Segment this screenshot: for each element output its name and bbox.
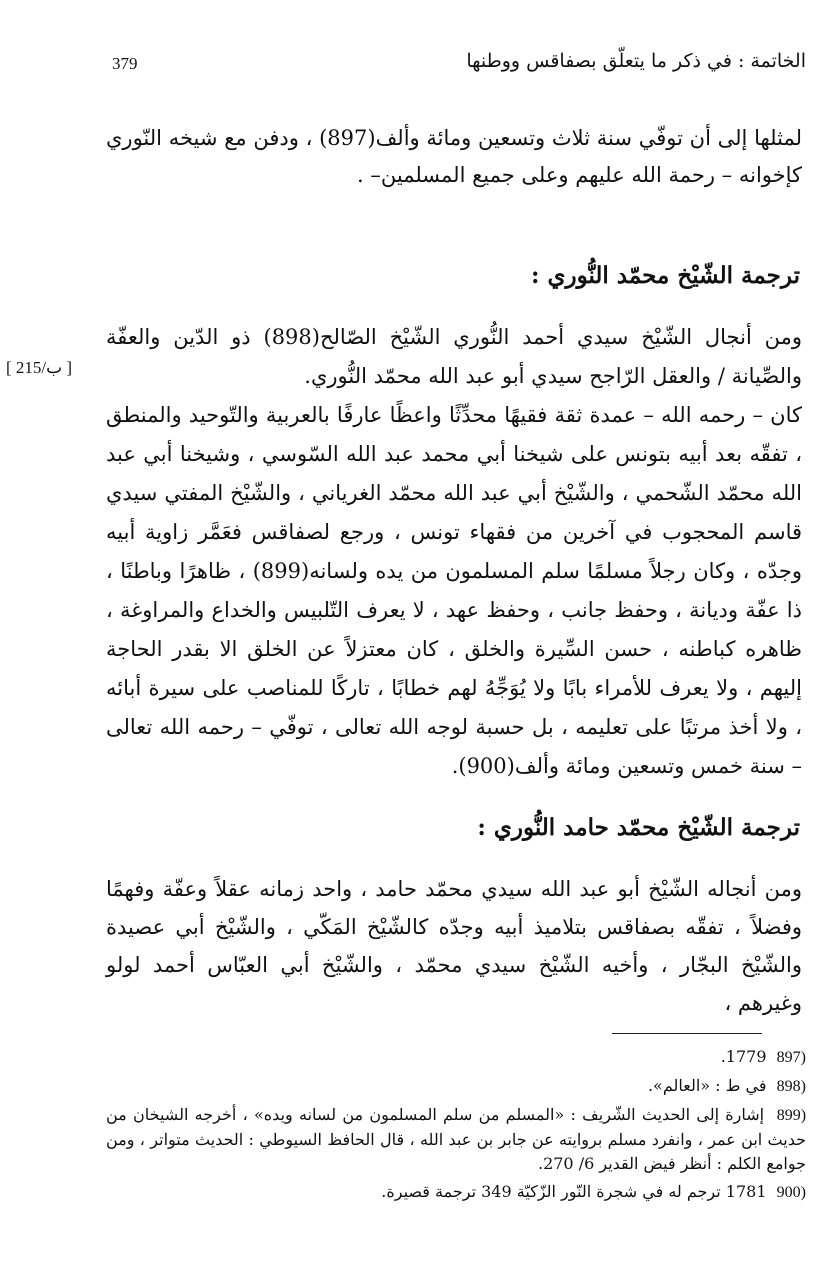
body-paragraph: ومن أنجال الشّيْخ سيدي أحمد النُّوري الشّيْخ الصّالح(898) ذو الدّين والعفّة والصِّيانة / والعقل الرّاجح سيدي أبو عبد الله محمّد النُّوري. xyxy=(106,325,802,388)
section-body-muhammad-hamid-nouri: ومن أنجاله الشّيْخ أبو عبد الله سيدي محمّد حامد ، واحد زمانه عقلاً وعفّة وفهمًا وفضلاً ، تفقّه بصفاقس بتلاميذ أبيه وجدّه كالشّيْخ المَكّي ، والشّيْخ أبي عصيدة والشّيْخ البجّار ، وأخيه الشّيْخ سيدي محمّد ، والشّيْخ أبي العبّاس أحمد لولو وغيرهم ، xyxy=(106,877,802,1015)
body-paragraph: كان – رحمه الله – عمدة ثقة فقيهًا محدِّثًا واعظًا عارفًا بالعربية والتّوحيد والمنطق ، تفقّه بعد أبيه بتونس على شيخنا أبي محمد عبد الله السّوسي ، وشيخنا أبي عبد الله محمّد الشّحمي ، والشّيْخ أبي عبد الله محمّد الغرياني ، والشّيْخ المفتي سيدي قاسم المحجوب في آخرين من فقهاء تونس ، ورجع لصفاقس فعَمَّر زاوية أبيه وجدّه ، وكان رجلاً مسلمًا سلم المسلمون من يده ولسانه(899) ، ظاهرًا وباطنًا ، ذا عفّة وديانة ، وحفظ جانب ، وحفظ عهد ، لا يعرف التّلبيس والخداع والمراوغة ، ظاهره كباطنه ، حسن السِّيرة والخلق ، كان معتزلاً عن الخلق الا بقدر الحاجة إليهم ، ولا يعرف للأمراء بابًا ولا يُوَجِّهُ لهم خطابًا ، تاركًا للمناصب على سيرة أبائه ، ولا أخذ مرتبًا على تعليمه ، بل حسبة لوجه الله تعالى ، توفّي – رحمه الله تعالى – سنة خمس وتسعين ومائة وألف(900). xyxy=(106,403,802,778)
footnote xyxy=(106,1103,806,1176)
folio-marker: [ 215/ب ] xyxy=(6,358,73,377)
footnote-number: (900 xyxy=(776,1184,806,1201)
footnote-text: في ط : «العالم». xyxy=(647,1076,767,1095)
footnote-number: (898 xyxy=(776,1078,806,1095)
section-heading-muhammad-nouri: ترجمة الشّيْخ محمّد النُّوري : xyxy=(530,262,800,289)
section-body-muhammad-nouri xyxy=(106,318,802,786)
footnote xyxy=(106,1180,806,1205)
intro-paragraph: لمثلها إلى أن توفّي سنة ثلاث وتسعين ومائة وألف(897) ، ودفن مع شيخه النّوري كإخوانه – رحمة الله عليهم وعلى جميع المسلمين– . xyxy=(106,126,802,187)
footnote-number: (899 xyxy=(776,1107,807,1124)
footnote-text: 1779. xyxy=(720,1047,767,1066)
footnote-number: (897 xyxy=(776,1049,806,1066)
footnote xyxy=(106,1045,806,1070)
running-title: الخاتمة : في ذكر ما يتعلّق بصفاقس ووطنها xyxy=(466,50,806,72)
footnote-divider xyxy=(612,1033,762,1034)
footnote-text: 1781 ترجم له في شجرة النّور الزّكيّة 349 ترجمة قصيرة. xyxy=(381,1182,767,1201)
footnote xyxy=(106,1074,806,1099)
footnotes xyxy=(106,1045,806,1209)
footnote-text: إشارة إلى الحديث الشّريف : «المسلم من سلم المسلمون من لسانه ويده» ، أخرجه الشيخان من حديث ابن عمر ، وانفرد مسلم بروايته عن جابر بن عبد الله ، قال الحافظ السيوطي : الحديث متواتر ، ومن جوامع الكلم : أنظر فيض القدير 6/ 270. xyxy=(106,1105,806,1173)
page-number: 379 xyxy=(112,54,138,73)
section-heading-muhammad-hamid-nouri: ترجمة الشّيْخ محمّد حامد النُّوري : xyxy=(477,814,800,841)
